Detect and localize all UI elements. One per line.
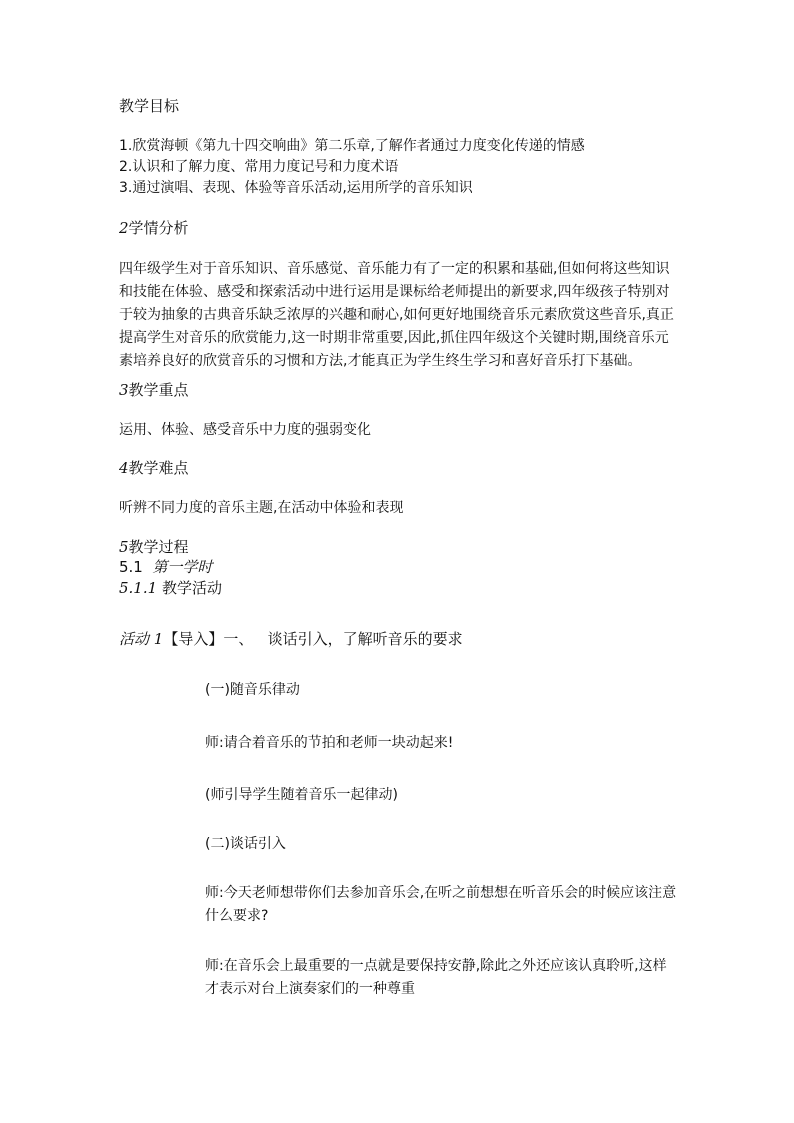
- paragraph-line: 提高学生对音乐的欣赏能力,这一时期非常重要,因此,抓住四年级这个关键时期,围绕音乐元: [119, 330, 669, 346]
- section-number: 5: [119, 538, 129, 556]
- section-number: 2: [119, 219, 129, 237]
- section-title: 教学难点: [128, 459, 189, 477]
- goal-item-2: 2.认识和了解力度、常用力度记号和力度术语: [119, 159, 399, 175]
- activity-heading: [119, 629, 463, 649]
- key-point-text: 运用、体验、感受音乐中力度的强弱变化: [119, 422, 371, 438]
- subsection-heading-5-1: [119, 557, 212, 577]
- step-text: (二)谈话引入: [205, 836, 286, 852]
- section-title: 学情分析: [128, 219, 189, 237]
- section-title: 教学过程: [128, 538, 189, 556]
- paragraph-line: 素培养良好的欣赏音乐的习惯和方法,才能真正为学生终生学习和喜好音乐打下基础。: [119, 353, 642, 369]
- section-heading-5: [119, 537, 189, 557]
- step-text: (一)随音乐律动: [205, 682, 300, 698]
- section-title: 教学重点: [128, 381, 189, 399]
- step-line: 什么要求?: [205, 908, 269, 924]
- section-heading-3: [119, 380, 189, 400]
- activity-tag: 【导入】: [163, 630, 224, 648]
- section-number: 3: [119, 381, 129, 399]
- heading-teaching-goals: 教学目标: [119, 97, 180, 115]
- step-line: 才表示对台上演奏家们的一种尊重: [205, 981, 415, 997]
- step-line: 师:在音乐会上最重要的一点就是要保持安静,除此之外还应该认真聆听,这样: [205, 958, 667, 974]
- subsection-number: 5.1.1: [119, 579, 158, 597]
- activity-label: 活动 1: [119, 630, 164, 648]
- step-text: 师:请合着音乐的节拍和老师一块动起来!: [205, 735, 454, 751]
- section-heading-2: [119, 218, 189, 238]
- section-number: 4: [119, 459, 129, 477]
- paragraph-line: 四年级学生对于音乐知识、音乐感觉、音乐能力有了一定的积累和基础,但如何将这些知识: [119, 261, 670, 277]
- goal-item-1: 1.欣赏海顿《第九十四交响曲》第二乐章,了解作者通过力度变化传递的情感: [119, 138, 585, 154]
- activity-title: 一、 谈话引入，了解听音乐的要求: [223, 630, 463, 648]
- step-text: (师引导学生随着音乐一起律动): [205, 787, 398, 803]
- analysis-paragraph: [119, 258, 681, 373]
- subsection-number: 5.1: [119, 558, 143, 576]
- subsection-title: 教学活动: [161, 579, 222, 597]
- step-paragraph: [205, 882, 685, 928]
- goal-item-3: 3.通过演唱、表现、体验等音乐活动,运用所学的音乐知识: [119, 180, 473, 196]
- section-heading-4: [119, 458, 189, 478]
- subsection-heading-5-1-1: [119, 578, 222, 598]
- difficulty-text: 听辨不同力度的音乐主题,在活动中体验和表现: [119, 500, 404, 516]
- paragraph-line: 和技能在体验、感受和探索活动中进行运用是课标给老师提出的新要求,四年级孩子特别对: [119, 284, 670, 300]
- paragraph-line: 于较为抽象的古典音乐缺乏浓厚的兴趣和耐心,如何更好地围绕音乐元素欣赏这些音乐,真正: [119, 307, 674, 323]
- subsection-title: 第一学时: [152, 558, 213, 576]
- step-paragraph: [205, 955, 685, 1001]
- step-line: 师:今天老师想带你们去参加音乐会,在听之前想想在听音乐会的时候应该注意: [205, 885, 677, 901]
